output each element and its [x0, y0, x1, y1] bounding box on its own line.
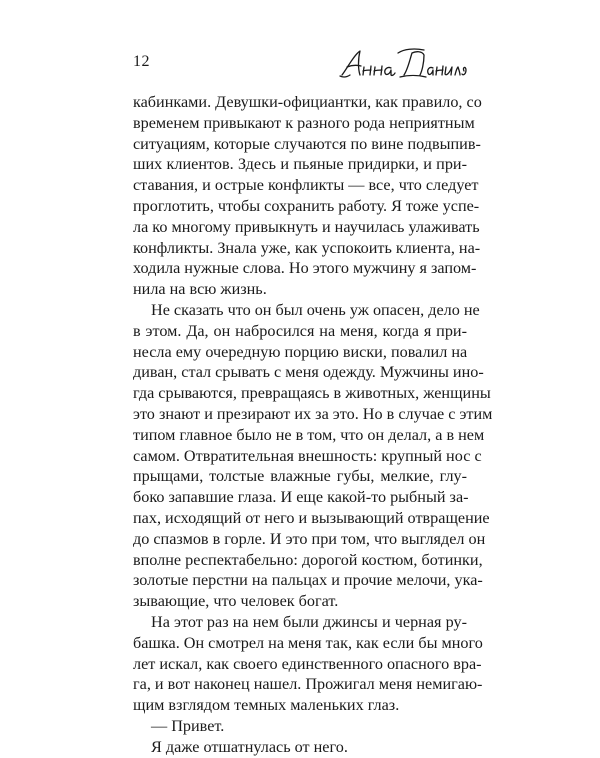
text-line: ставания, и острые конфликты — все, что следует — [133, 176, 479, 195]
text-line: башка. Он смотрел на меня так, как если бы много — [133, 633, 483, 652]
text-line: гда срываются, превращаясь в животных, женщины — [133, 384, 491, 403]
text-line: пах, исходящий от него и вызывающий отвращение — [133, 508, 490, 527]
text-line: золотые перстни на пальцах и прочие мелочи, ука- — [133, 571, 483, 590]
text-line: типом главное было не в том, что он делал, а в нем — [133, 425, 485, 444]
text-line: ла ко многому привыкнуть и научилась улаживать — [133, 217, 480, 236]
text-line: нила на всю жизнь. — [133, 280, 267, 299]
text-line: временем привыкают к разного рода неприятным — [133, 113, 475, 132]
page-number: 12 — [133, 53, 150, 70]
text-line: ситуациям, которые случаются по вине подвыпив- — [133, 134, 481, 153]
text-line: боко запавшие глаза. И еще какой-то рыбный за- — [133, 488, 469, 507]
text-line: На этот раз на нем были джинсы и черная ру- — [151, 612, 467, 631]
text-line: ших клиентов. Здесь и пьяные придирки, и при- — [133, 155, 467, 174]
text-line: щим взглядом темных маленьких глаз. — [133, 696, 400, 715]
text-line: кабинками. Девушки-официантки, как правило, со — [133, 93, 482, 111]
text-line: ходила нужные слова. Но этого мужчину я запом- — [133, 259, 477, 278]
body-text — [133, 92, 493, 758]
text-line: — Привет. — [151, 716, 225, 735]
text-line: зывающие, что человек богат. — [133, 592, 339, 611]
text-line: проглотить, чтобы сохранить работу. Я тоже успе- — [133, 196, 480, 215]
text-line: до спазмов в горле. И это при том, что выглядел он — [133, 529, 486, 548]
text-line: лет искал, как своего единственного опасного вра- — [133, 654, 482, 673]
text-line: конфликты. Знала уже, как успокоить клиента, на- — [133, 238, 481, 257]
text-line: Я даже отшатнулась от него. — [151, 737, 348, 756]
text-line: Не сказать что он был очень уж опасен, дело не — [151, 300, 480, 319]
text-line: самом. Отвратительная внешность: крупный нос с — [133, 446, 482, 465]
text-line: в этом. Да, он набросился на меня, когда я при- — [133, 321, 467, 340]
text-line: прыщами, толстые влажные губы, мелкие, глу- — [133, 467, 467, 486]
text-line: несла ему очередную порцию виски, повалил на — [133, 342, 468, 361]
text-line: вполне респектабельно: дорогой костюм, ботинки, — [133, 550, 483, 569]
text-line: га, и вот наконец нашел. Прожигал меня немигаю- — [133, 675, 483, 694]
text-line: диван, стал срывать с меня одежду. Мужчины ино- — [133, 363, 484, 382]
author-signature-logo — [338, 45, 468, 83]
text-line: это знают и презирают их за это. Но в случае с этим — [133, 404, 493, 423]
